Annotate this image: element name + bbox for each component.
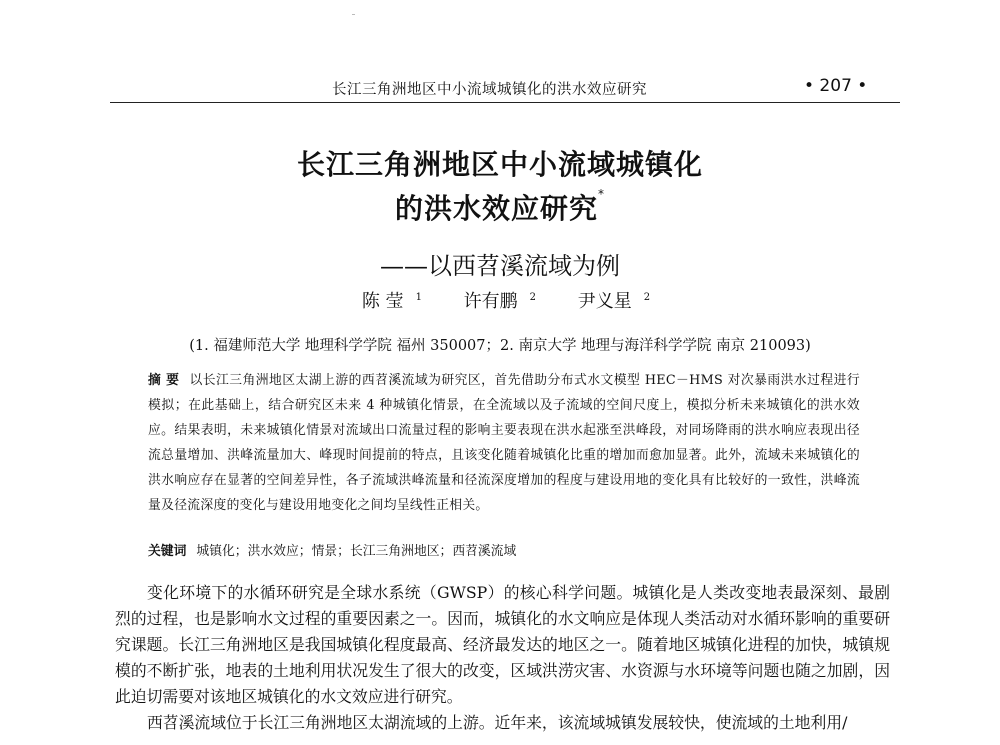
abstract-label: 摘 要 <box>148 373 180 388</box>
author <box>566 291 650 312</box>
running-title: 长江三角洲地区中小流域城镇化的洪水效应研究 <box>332 82 647 98</box>
author-name: 尹义星 <box>577 291 632 312</box>
running-header <box>110 76 900 103</box>
paper-subtitle: ——以西苕溪流域为例 <box>380 252 620 280</box>
affiliations: (1. 福建师范大学 地理科学学院 福州 350007；2. 南京大学 地理与海洋科学学院 南京 210093) <box>189 338 811 354</box>
abstract <box>148 368 860 518</box>
paper-title-line-2-text: 的洪水效应研究 <box>394 192 598 225</box>
paper-title-line-1: 长江三角洲地区中小流域城镇化 <box>296 148 703 181</box>
keywords <box>148 540 860 559</box>
title-footnote-mark: * <box>598 187 605 201</box>
paper-title-line-2 <box>0 187 1000 227</box>
body-paragraph-1: 变化环境下的水循环研究是全球水系统（GWSP）的核心科学问题。城镇化是人类改变地表最深刻、最剧烈的过程，也是影响水文过程的重要因素之一。因而，城镇化的水文响应是体现人类活动对水循环影响的重要研究课题。长江三角洲地区是我国城镇化程度最高、经济最发达的地区之一。随着地区城镇化进程的加快，城镇规模的不断扩张，地表的土地利用状况发生了很大的改变，区域洪涝灾害、水资源与水环境等问题也随之加剧，因此迫切需要对该地区城镇化的水文效应进行研究。 <box>115 583 890 706</box>
author-list <box>0 287 1000 313</box>
author-name: 陈 莹 <box>361 291 404 312</box>
scan-speck <box>352 14 355 15</box>
author-affil-mark: 2 <box>529 292 537 303</box>
author <box>350 291 422 312</box>
abstract-text: 以长江三角洲地区太湖上游的西苕溪流域为研究区，首先借助分布式水文模型 HEC－HMS 对次暴雨洪水过程进行模拟；在此基础上，结合研究区未来 4 种城镇化情景，在全流域以及子流域的空间尺度上，模拟分析未来城镇化的洪水效应。结果表明，未来城镇化情景对流域出口流量过程的影响主要表现在洪水起涨至洪峰段，对同场降雨的洪水响应表现出径流总量增加、洪峰流量加大、峰现时间提前的特点，且该变化随着城镇化比重的增加而愈加显著。此外，流域未来城镇化的洪水响应存在显著的空间差异性，各子流域洪峰流量和径流深度增加的程度与建设用地的变化具有比较好的一致性，洪峰流量及径流深度的变化与建设用地变化之间均呈线性正相关。 <box>148 373 861 513</box>
keywords-label: 关键词 <box>148 544 187 559</box>
author-affil-mark: 2 <box>643 292 651 303</box>
keywords-text: 城镇化；洪水效应；情景；长江三角洲地区；西苕溪流域 <box>196 544 517 559</box>
author-affil-mark: 1 <box>415 292 422 303</box>
author <box>452 291 536 312</box>
author-name: 许有鹏 <box>463 291 518 312</box>
page-number: • 207 • <box>804 76 868 96</box>
body-paragraph-2: 西苕溪流域位于长江三角洲地区太湖流域的上游。近年来，该流域城镇发展较快，使流域的土地利用/ <box>147 713 848 732</box>
